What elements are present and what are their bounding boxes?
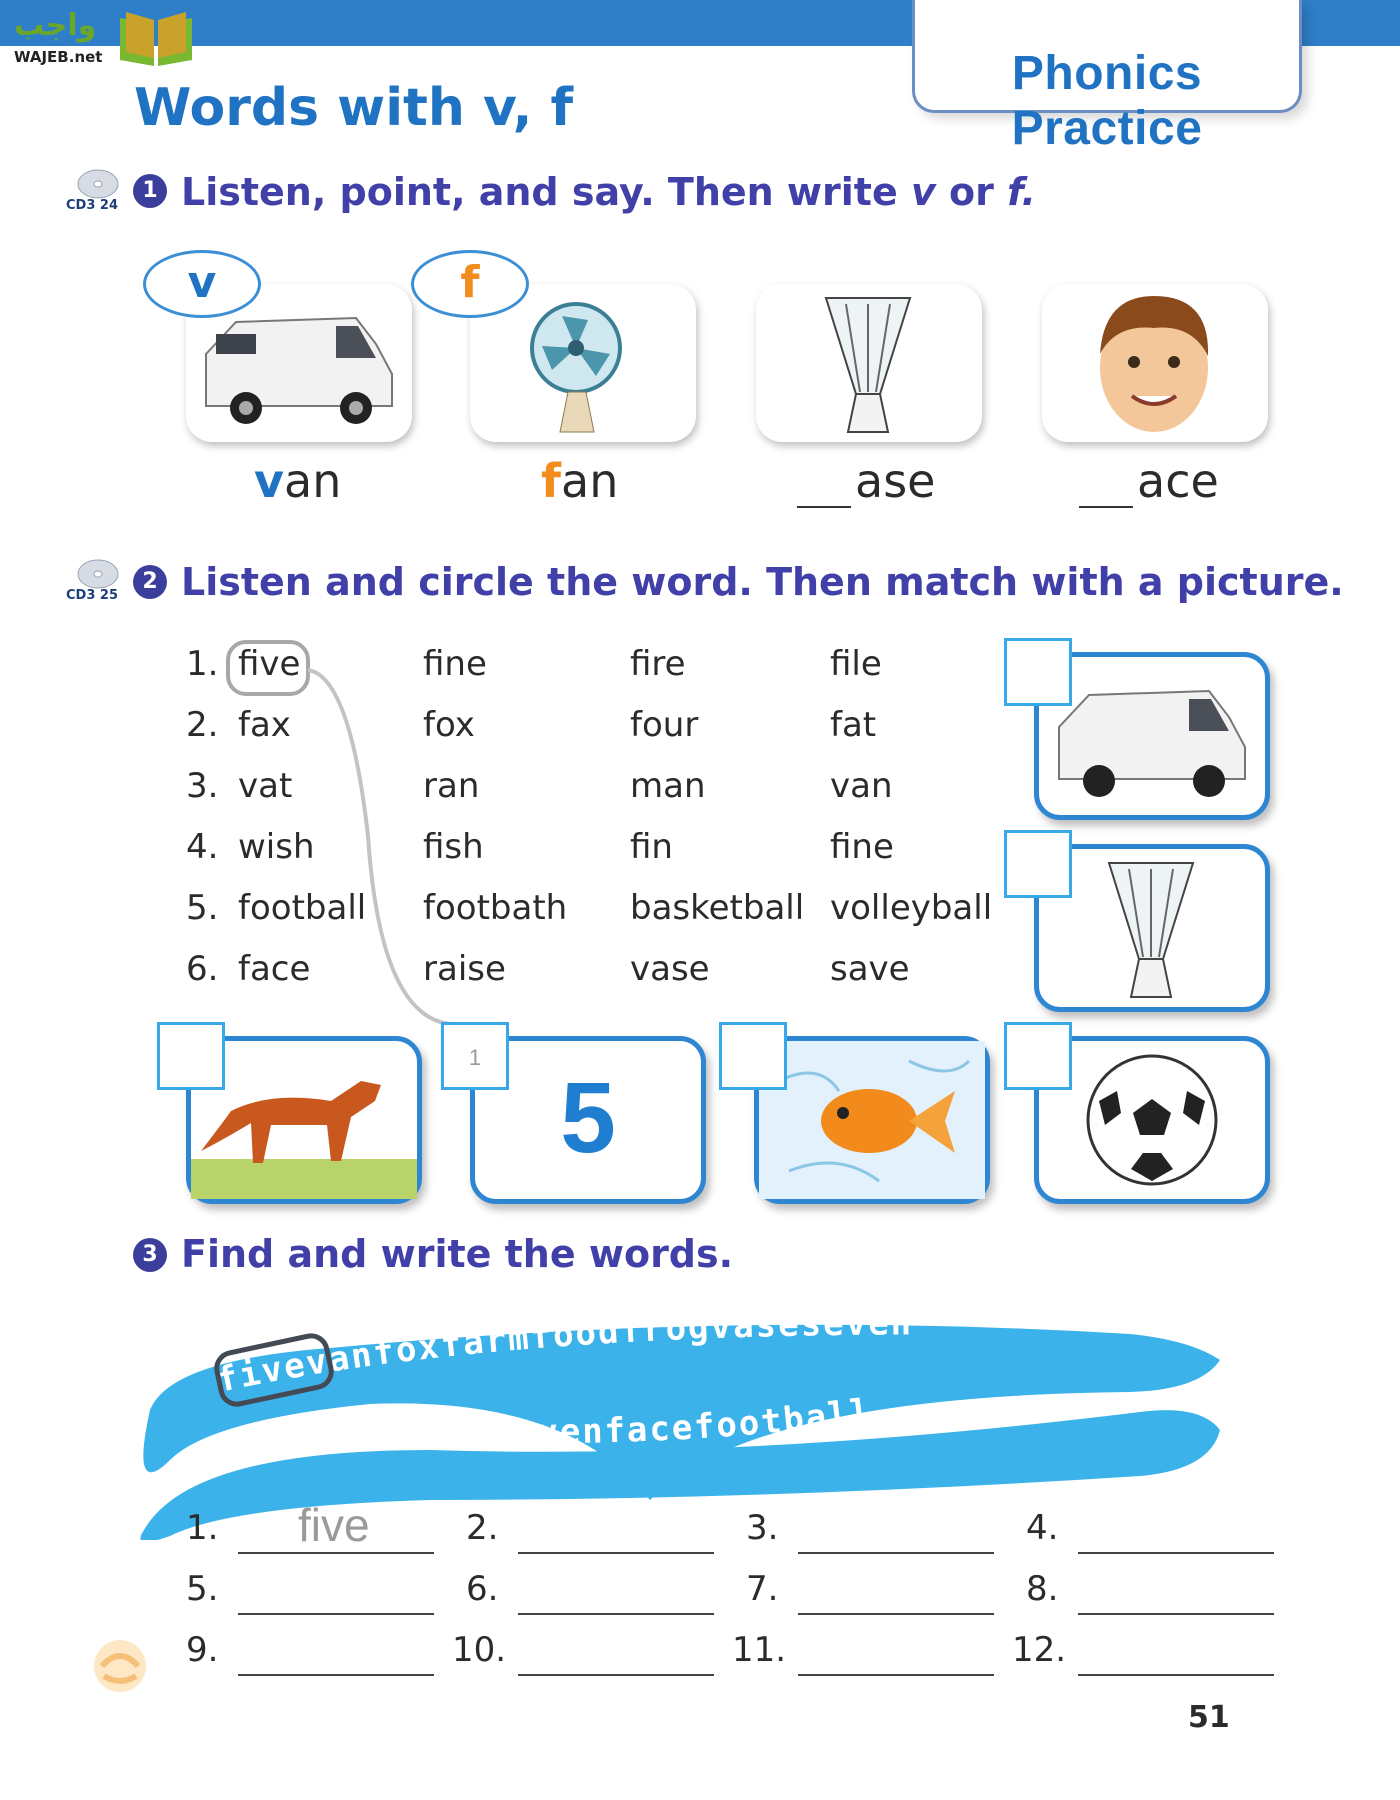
word-face <box>1079 454 1219 508</box>
vase-icon <box>756 284 982 442</box>
number-card-text: 5 <box>560 1062 616 1174</box>
word-choice[interactable]: fish <box>423 827 484 867</box>
sound-bubble-v: v <box>143 250 261 318</box>
letter-blank-vase[interactable] <box>797 466 851 508</box>
answer-line[interactable] <box>1078 1552 1274 1554</box>
word-choice[interactable]: vat <box>238 766 293 806</box>
blank-number: 5. <box>186 1569 219 1609</box>
row-number: 6. <box>186 949 219 989</box>
word-choice[interactable]: footbath <box>423 888 568 928</box>
sound-bubble-f: f <box>411 250 529 318</box>
word-choice[interactable]: raise <box>423 949 506 989</box>
row-number: 2. <box>186 705 219 745</box>
answer-line[interactable] <box>1078 1674 1274 1676</box>
written-answer: five <box>298 1499 370 1551</box>
vase-icon <box>1039 849 1265 1007</box>
van-icon <box>1039 657 1265 815</box>
exercise-1-instruction <box>181 170 1036 214</box>
football-icon <box>1039 1041 1265 1199</box>
exercise-number: 2 <box>133 565 167 599</box>
exercise-number: 1 <box>133 174 167 208</box>
answer-box-football[interactable] <box>1004 1022 1072 1090</box>
answer-line[interactable] <box>798 1552 994 1554</box>
word-choice[interactable]: fine <box>830 827 894 867</box>
word-choice[interactable]: file <box>830 644 882 684</box>
cd-icon <box>72 558 120 590</box>
word-choice[interactable]: fin <box>630 827 673 867</box>
answer-line[interactable] <box>518 1613 714 1615</box>
word-choice[interactable]: man <box>630 766 706 806</box>
lesson-title: Words with v, f <box>134 78 574 138</box>
section-tab-label: Phonics Practice <box>1011 47 1203 155</box>
ribbon-bottom-path: fishelevenfacefootball <box>379 1390 875 1453</box>
section-tab <box>912 0 1302 155</box>
blank-number: 4. <box>1026 1508 1059 1548</box>
word-choice[interactable]: football <box>238 888 367 928</box>
row-number: 1. <box>186 644 219 684</box>
word-choice[interactable]: wish <box>238 827 315 867</box>
page-number: 51 <box>1188 1700 1230 1735</box>
answer-line[interactable] <box>518 1552 714 1554</box>
cd-track-25[interactable] <box>62 558 122 608</box>
word-choice[interactable]: fine <box>423 644 487 684</box>
watermark-icon <box>84 1620 154 1700</box>
answer-box-vase[interactable] <box>1004 830 1072 898</box>
blank-number: 8. <box>1026 1569 1059 1609</box>
answer-line[interactable] <box>518 1674 714 1676</box>
letter-blank-face[interactable] <box>1079 466 1133 508</box>
exercise-2-instruction: Listen and circle the word. Then match with a picture. <box>181 560 1344 604</box>
word-fan-first-letter: f <box>541 454 562 508</box>
word-van-first-letter: v <box>254 454 284 508</box>
cd-label: CD3 24 <box>66 198 118 213</box>
row-number: 3. <box>186 766 219 806</box>
book-icon <box>116 8 196 68</box>
answer-box-five-value: 1 <box>468 1045 482 1070</box>
word-van <box>254 454 341 508</box>
word-vase-rest: ase <box>855 454 936 508</box>
match-connector <box>220 636 480 1036</box>
word-choice[interactable]: save <box>830 949 910 989</box>
word-van-rest: an <box>284 454 342 508</box>
instruction-text: Listen, point, and say. Then write <box>181 170 898 214</box>
instruction-letter-v: v <box>910 170 936 214</box>
exercise-3-instruction: Find and write the words. <box>181 1232 734 1276</box>
blank-number: 9. <box>186 1630 219 1670</box>
answer-line[interactable] <box>798 1674 994 1676</box>
row-number: 5. <box>186 888 219 928</box>
vase-picture <box>756 284 982 442</box>
word-vase <box>797 454 935 508</box>
word-choice[interactable]: basketball <box>630 888 805 928</box>
row-number: 4. <box>186 827 219 867</box>
word-choice[interactable]: face <box>238 949 311 989</box>
answer-box-van[interactable] <box>1004 638 1072 706</box>
word-choice[interactable]: fire <box>630 644 686 684</box>
blank-number: 7. <box>746 1569 779 1609</box>
answer-box-five[interactable] <box>441 1022 509 1090</box>
ribbon-top-path: fivevanfoxfarmfoodfrogvaseseven <box>213 1303 914 1401</box>
answer-line[interactable] <box>1078 1613 1274 1615</box>
word-choice[interactable]: fax <box>238 705 291 745</box>
word-fan <box>541 454 618 508</box>
wajeb-logo <box>10 8 190 68</box>
word-choice[interactable]: fat <box>830 705 877 745</box>
answer-box-fox[interactable] <box>157 1022 225 1090</box>
cd-track-24[interactable] <box>62 168 122 218</box>
instruction-letter-f: f. <box>1007 170 1036 214</box>
blank-number: 6. <box>466 1569 499 1609</box>
cd-icon <box>72 168 120 200</box>
blank-number: 3. <box>746 1508 779 1548</box>
word-choice[interactable]: fox <box>423 705 475 745</box>
word-choice[interactable]: vase <box>630 949 710 989</box>
word-choice[interactable]: volleyball <box>830 888 993 928</box>
answer-box-fish[interactable] <box>719 1022 787 1090</box>
answer-line[interactable] <box>798 1613 994 1615</box>
word-choice[interactable]: four <box>630 705 699 745</box>
answer-line[interactable] <box>238 1613 434 1615</box>
fish-icon <box>759 1041 985 1199</box>
blank-number: 2. <box>466 1508 499 1548</box>
answer-line[interactable] <box>238 1674 434 1676</box>
instruction-or: or <box>948 170 994 214</box>
blank-number: 10. <box>452 1630 507 1670</box>
word-choice[interactable]: van <box>830 766 893 806</box>
blank-number: 11. <box>732 1630 787 1670</box>
word-fan-rest: an <box>561 454 619 508</box>
word-face-rest: ace <box>1137 454 1219 508</box>
exercise-number: 3 <box>133 1238 167 1272</box>
boy-face-icon <box>1042 284 1268 442</box>
blank-number: 12. <box>1012 1630 1067 1670</box>
logo-latin-text: WAJEB.net <box>14 48 103 66</box>
answer-line[interactable] <box>238 1552 434 1554</box>
word-choice[interactable]: ran <box>423 766 480 806</box>
cd-label: CD3 25 <box>66 588 118 603</box>
word-choice[interactable]: five <box>238 644 301 684</box>
face-picture <box>1042 284 1268 442</box>
match-picture-fish[interactable] <box>754 1036 990 1204</box>
blank-number: 1. <box>186 1508 219 1548</box>
logo-arabic-text: واجب <box>14 8 97 43</box>
